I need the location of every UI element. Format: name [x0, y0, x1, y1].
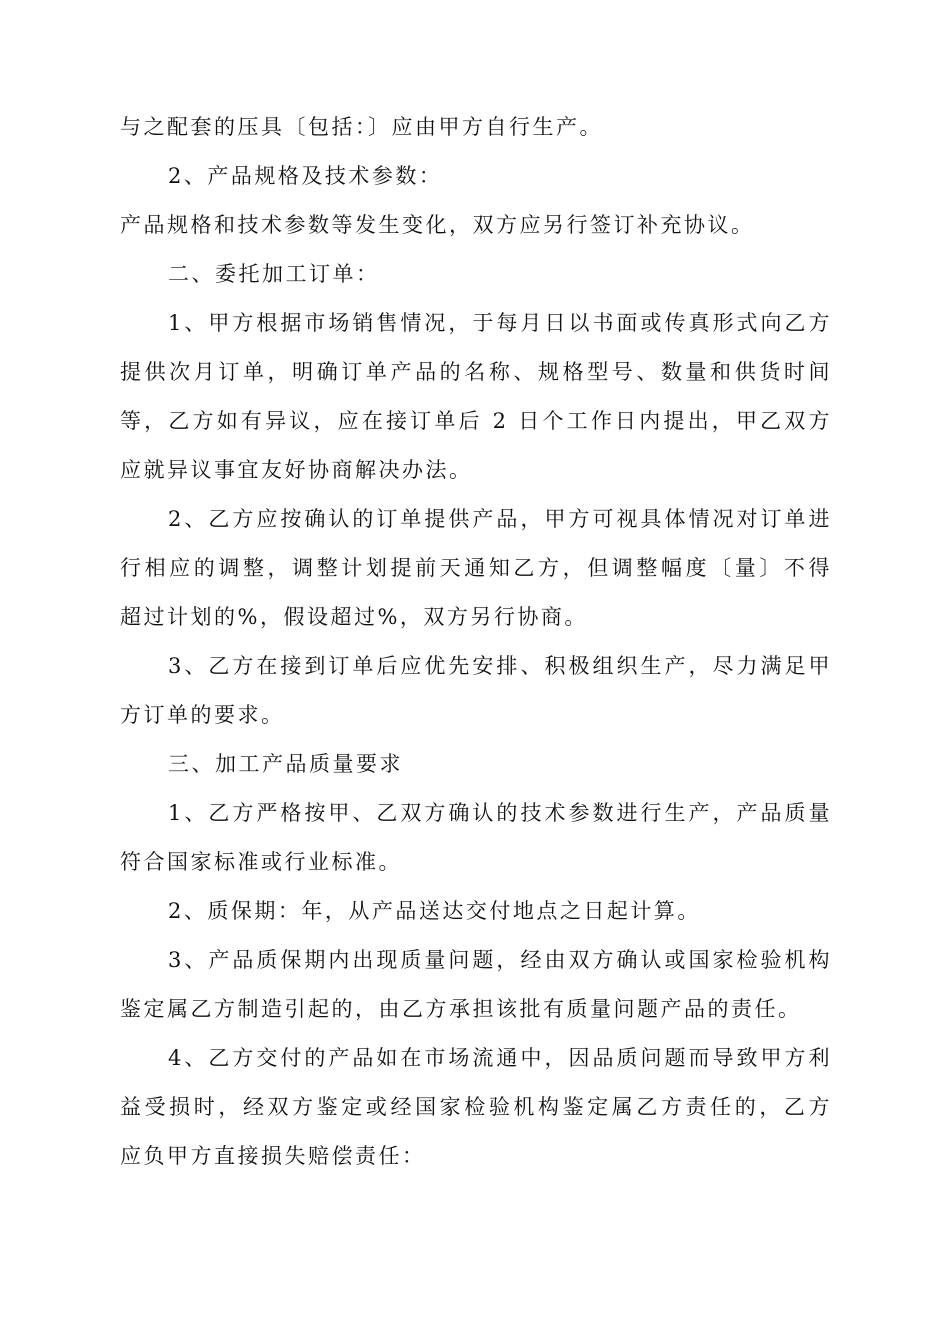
section-heading-quality — [120, 740, 832, 789]
paragraph-quality-1 — [120, 789, 832, 887]
paragraph-quality-4 — [120, 1034, 832, 1181]
paragraph-press-tools — [120, 103, 832, 152]
text-line: 鉴定属乙方制造引起的，由乙方承担该批有质量问题产品的责任。 — [120, 997, 802, 1021]
section-heading-orders — [120, 250, 832, 299]
paragraph-spec-heading — [120, 152, 832, 201]
paragraph-order-3 — [120, 642, 832, 740]
text-line: 行相应的调整，调整计划提前天通知乙方，但调整幅度〔量〕不得 — [120, 556, 832, 580]
text-line: 2、质保期：年，从产品送达交付地点之日起计算。 — [168, 899, 701, 923]
text-line: 符合国家标准或行业标准。 — [120, 850, 402, 874]
text-line: 超过计划的%，假设超过%，双方另行协商。 — [120, 605, 588, 629]
text-line: 与之配套的压具〔包括：〕应由甲方自行生产。 — [120, 115, 603, 139]
paragraph-quality-2 — [120, 887, 832, 936]
paragraph-quality-3 — [120, 936, 832, 1034]
text-line: 等，乙方如有异议，应在接订单后 2 日个工作日内提出，甲乙双方 — [120, 409, 832, 433]
paragraph-order-2 — [120, 495, 832, 642]
text-line: 1、甲方根据市场销售情况，于每月日以书面或传真形式向乙方 — [168, 311, 832, 335]
text-line: 益受损时，经双方鉴定或经国家检验机构鉴定属乙方责任的，乙方 — [120, 1095, 832, 1119]
text-line: 方订单的要求。 — [120, 703, 285, 727]
paragraph-spec-change — [120, 201, 832, 250]
text-line: 产品规格和技术参数等发生变化，双方应另行签订补充协议。 — [120, 213, 755, 237]
text-line: 应就异议事宜友好协商解决办法。 — [120, 458, 473, 482]
text-line: 2、产品规格及技术参数： — [168, 164, 443, 188]
text-line: 1、乙方严格按甲、乙双方确认的技术参数进行生产，产品质量 — [168, 801, 832, 825]
text-line: 4、乙方交付的产品如在市场流通中，因品质问题而导致甲方利 — [168, 1046, 832, 1070]
text-line: 2、乙方应按确认的订单提供产品，甲方可视具体情况对订单进 — [168, 507, 832, 531]
text-line: 应负甲方直接损失赔偿责任： — [120, 1144, 426, 1168]
text-line: 二、委托加工订单： — [168, 262, 380, 286]
text-line: 提供次月订单，明确订单产品的名称、规格型号、数量和供货时间 — [120, 360, 832, 384]
text-line: 3、产品质保期内出现质量问题，经由双方确认或国家检验机构 — [168, 948, 832, 972]
document-page — [120, 103, 832, 1181]
text-line: 三、加工产品质量要求 — [168, 752, 403, 776]
text-line: 3、乙方在接到订单后应优先安排、积极组织生产，尽力满足甲 — [168, 654, 832, 678]
paragraph-order-1 — [120, 299, 832, 495]
